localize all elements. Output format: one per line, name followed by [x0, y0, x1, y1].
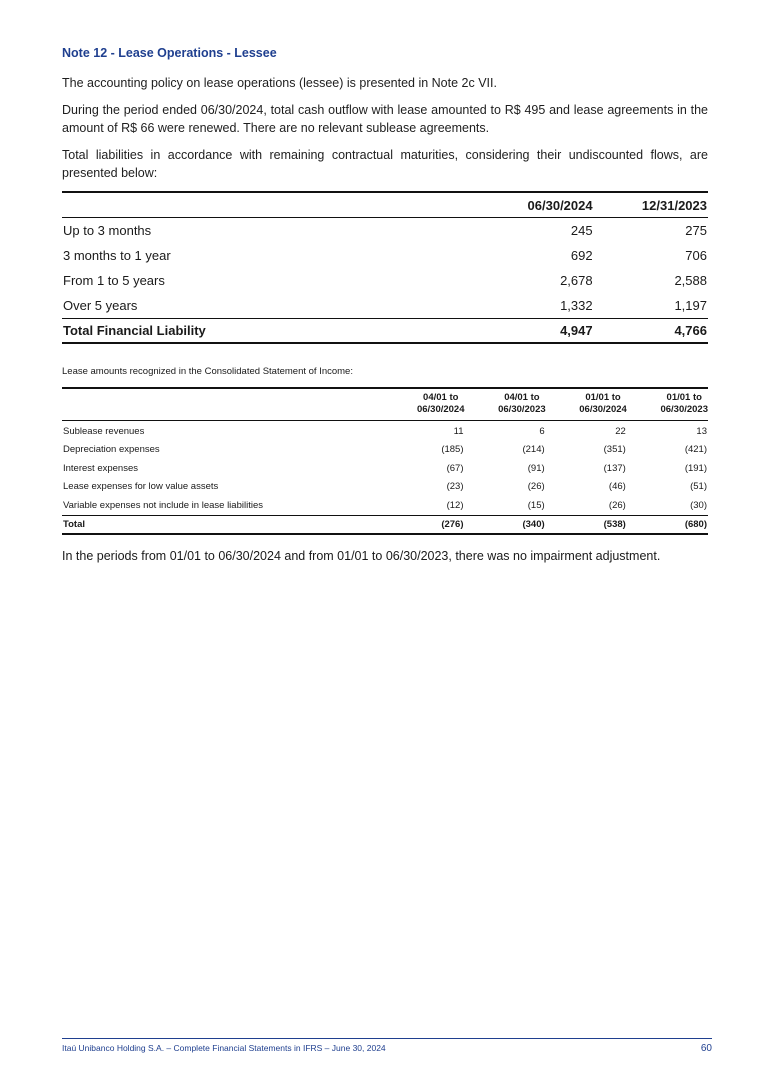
note-title: Note 12 - Lease Operations - Lessee — [62, 46, 277, 60]
page-footer — [62, 1038, 712, 1054]
row-value: 706 — [685, 248, 707, 263]
table-row — [62, 478, 708, 497]
row-value: (26) — [608, 499, 626, 511]
maturities-table — [62, 191, 708, 344]
maturities-total-row — [62, 319, 708, 344]
row-value: (351) — [603, 444, 626, 456]
header-line2: 06/30/2023 — [498, 404, 546, 415]
income-total-row — [62, 515, 708, 534]
row-value: (23) — [446, 481, 464, 493]
income-header-blank — [62, 388, 383, 421]
income-table — [62, 387, 708, 535]
table-row — [62, 496, 708, 515]
row-label: Sublease revenues — [63, 425, 145, 437]
row-value: (185) — [441, 444, 464, 456]
row-label: Up to 3 months — [63, 223, 152, 238]
row-label: From 1 to 5 years — [63, 273, 165, 288]
row-value: 11 — [453, 425, 464, 437]
row-value: (421) — [684, 444, 707, 456]
row-label: Lease expenses for low value assets — [63, 481, 219, 493]
page-number: 60 — [700, 1043, 712, 1054]
table-row — [62, 421, 708, 441]
total-label: Total Financial Liability — [62, 319, 479, 344]
row-label: Depreciation expenses — [63, 444, 160, 456]
header-line2: 06/30/2024 — [579, 404, 627, 415]
table-row — [62, 459, 708, 478]
row-value: (214) — [522, 444, 545, 456]
row-value: (137) — [603, 462, 626, 474]
row-value: (30) — [690, 499, 707, 511]
header-line2: 06/30/2023 — [660, 404, 708, 415]
row-value: (191) — [684, 462, 707, 474]
row-value: 275 — [685, 223, 707, 238]
header-line1: 01/01 to — [666, 392, 702, 403]
row-value: (46) — [608, 481, 626, 493]
header-line1: 04/01 to — [423, 392, 459, 403]
header-line1: 04/01 to — [504, 392, 540, 403]
row-value: (26) — [527, 481, 545, 493]
row-value: (67) — [446, 462, 464, 474]
maturities-header-row — [62, 192, 708, 218]
row-label: Variable expenses not include in lease liabilities — [63, 499, 263, 511]
row-value: 2,588 — [674, 273, 707, 288]
row-value: 692 — [570, 248, 593, 263]
income-header-col2 — [465, 388, 546, 421]
paragraph-policy: The accounting policy on lease operations (lessee) is presented in Note 2c VII. — [62, 76, 497, 90]
row-value: (91) — [527, 462, 545, 474]
row-label: Interest expenses — [63, 462, 138, 474]
income-header-col1 — [383, 388, 464, 421]
income-header-col3 — [546, 388, 627, 421]
table-row — [62, 441, 708, 460]
table-row — [62, 243, 708, 268]
paragraph-maturities-intro: Total liabilities in accordance with remaining contractual maturities, considering their undiscounted flows, are presented below: — [62, 148, 708, 180]
header-line1: 01/01 to — [585, 392, 621, 403]
row-label: 3 months to 1 year — [63, 248, 171, 263]
row-value: 13 — [696, 425, 707, 437]
row-value: (51) — [690, 481, 707, 493]
income-caption: Lease amounts recognized in the Consolidated Statement of Income: — [62, 366, 353, 377]
total-value: (680) — [627, 515, 708, 534]
page-content — [62, 46, 708, 563]
total-value: 4,766 — [594, 319, 708, 344]
total-value: (538) — [546, 515, 627, 534]
total-value: (276) — [383, 515, 464, 534]
row-value: (15) — [527, 499, 545, 511]
closing-paragraph: In the periods from 01/01 to 06/30/2024 and from 01/01 to 06/30/2023, there was no impairment adjustment. — [62, 548, 661, 563]
total-value: 4,947 — [479, 319, 593, 344]
maturities-header-col2: 12/31/2023 — [594, 192, 708, 218]
row-value: 1,197 — [674, 298, 707, 313]
row-value: 245 — [570, 223, 593, 238]
table-row — [62, 293, 708, 319]
table-row — [62, 268, 708, 293]
income-header-row — [62, 388, 708, 421]
total-label: Total — [62, 515, 383, 534]
maturities-header-col1: 06/30/2024 — [479, 192, 593, 218]
maturities-header-blank — [62, 192, 479, 218]
footer-text: Itaú Unibanco Holding S.A. – Complete Financial Statements in IFRS – June 30, 2024 — [62, 1043, 386, 1053]
row-value: 6 — [539, 425, 545, 437]
row-label: Over 5 years — [63, 298, 138, 313]
table-row — [62, 218, 708, 244]
row-value: (12) — [446, 499, 464, 511]
income-header-col4 — [627, 388, 708, 421]
row-value: 2,678 — [560, 273, 593, 288]
paragraph-cash-outflow: During the period ended 06/30/2024, total cash outflow with lease amounted to R$ 495 and lease agreements in the amount of R$ 66 were renewed. There are no relevant sublease agreements. — [62, 103, 708, 135]
header-line2: 06/30/2024 — [416, 404, 465, 415]
row-value: 22 — [615, 425, 626, 437]
row-value: 1,332 — [560, 298, 593, 313]
total-value: (340) — [465, 515, 546, 534]
